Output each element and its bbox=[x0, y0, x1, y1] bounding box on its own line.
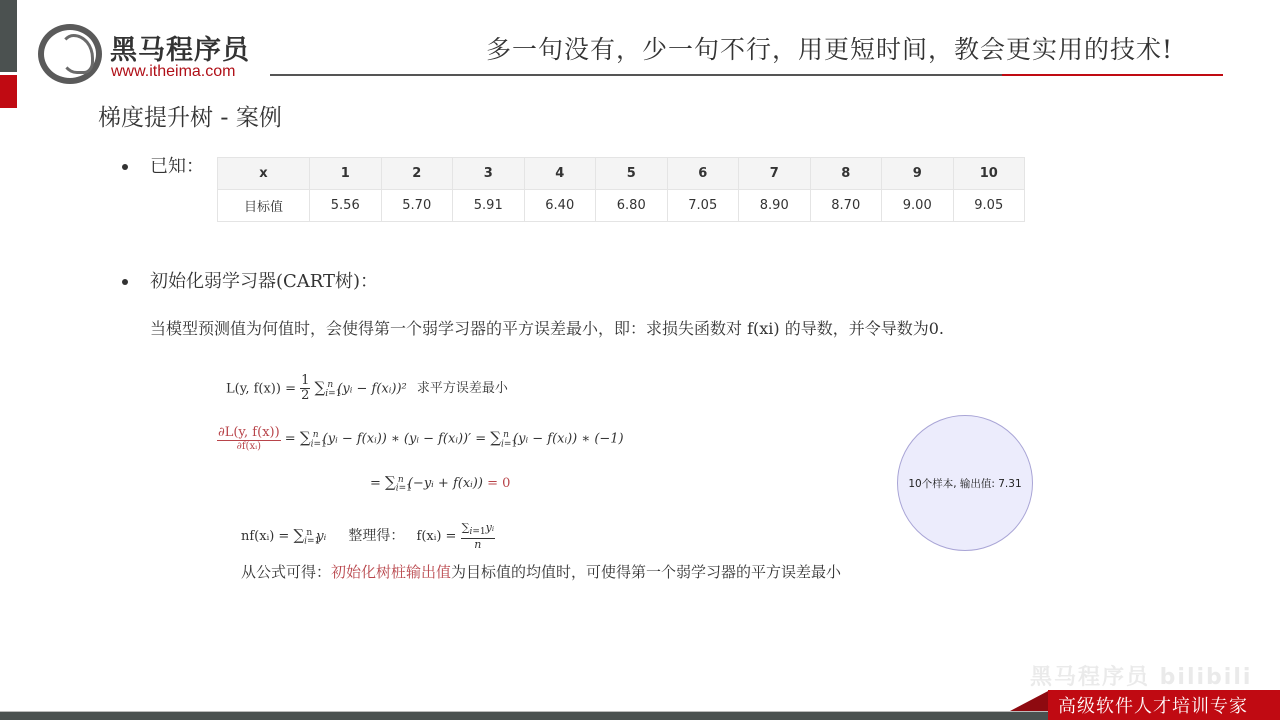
footer-red-triangle bbox=[1010, 690, 1050, 711]
table-cell: 9.05 bbox=[953, 190, 1025, 222]
mean-sum-body: yᵢ bbox=[316, 529, 327, 545]
table-cell: 8.90 bbox=[739, 190, 811, 222]
fraction-denominator-body: n bbox=[474, 538, 482, 552]
table-cell: 5.56 bbox=[310, 190, 382, 222]
table-cell: 7.05 bbox=[667, 190, 739, 222]
fraction-numerator-body: yᵢ bbox=[485, 521, 495, 534]
table-cell: 6.40 bbox=[524, 190, 596, 222]
fraction-numerator: ∂L(y, f(x)) bbox=[218, 425, 280, 440]
derivative-formula: $\frac{\partial L(y, f(x))}{\text{∂f(xᵢ)}}$ = $\sum_{i=1}^n$ (yᵢ − f(xᵢ)) ∗ (yᵢ − f(xᵢ))′ = $\sum_{i=1}^n$ (yᵢ − f(xᵢ)) ∗ (−1) bbox=[218, 425, 624, 453]
brand-logo bbox=[38, 22, 268, 84]
table-cell: 6.80 bbox=[596, 190, 668, 222]
table-cell: 1 bbox=[310, 158, 382, 190]
horse-logo-icon bbox=[38, 24, 102, 84]
table-cell: 8 bbox=[810, 158, 882, 190]
header-divider-gray bbox=[270, 74, 1002, 76]
slogan: 多一句没有，少一句不行，用更短时间，教会更实用的技术! bbox=[486, 35, 1174, 64]
table-cell: 9.00 bbox=[882, 190, 954, 222]
bullet-init bbox=[122, 267, 378, 293]
table-cell: 目标值 bbox=[218, 190, 310, 222]
video-watermark: 黑马程序员 bilibili bbox=[1030, 665, 1253, 690]
table-cell: 5.91 bbox=[453, 190, 525, 222]
loss-body: (yᵢ − f(xᵢ))² bbox=[337, 381, 407, 397]
left-accent-bar-gray bbox=[0, 0, 17, 72]
conclusion-prefix: 从公式可得： bbox=[241, 563, 332, 581]
node-label: 10个样本, 输出值: 7.31 bbox=[908, 477, 1022, 490]
derivative-rhs1: (yᵢ − f(xᵢ)) ∗ (yᵢ − f(xᵢ))′ bbox=[322, 431, 472, 447]
tree-stump-node bbox=[897, 415, 1033, 551]
sum-icon: ∑ bbox=[490, 428, 501, 447]
conclusion-suffix: 为目标值的均值时，可使得第一个弱学习器的平方误差最小 bbox=[451, 563, 842, 581]
bullet-dot-icon bbox=[122, 279, 128, 285]
mean-f-lhs: f(xᵢ) = bbox=[416, 529, 461, 545]
bullet-known-label: 已知： bbox=[150, 156, 204, 177]
fraction-numerator: $\sum_{i=1}yᵢ$ bbox=[461, 521, 495, 538]
fraction-denominator: ∂f(xᵢ) bbox=[236, 441, 261, 453]
slide-title: 梯度提升树 - 案例 bbox=[98, 105, 282, 131]
table-cell: x bbox=[218, 158, 310, 190]
bullet-init-label: 初始化弱学习器(CART树)： bbox=[150, 271, 379, 292]
left-accent-bar-red bbox=[0, 75, 17, 108]
half-fraction bbox=[300, 374, 310, 404]
header-divider-red bbox=[1002, 74, 1223, 76]
explanation-paragraph: 当模型预测值为何值时，会使得第一个弱学习器的平方误差最小，即：求损失函数对 f(xi) 的导数，并令导数为0. bbox=[150, 319, 944, 338]
bullet-dot-icon bbox=[122, 164, 128, 170]
sum-icon: ∑ bbox=[293, 526, 305, 545]
sum-icon: ∑ bbox=[299, 428, 311, 447]
mean-middle-text: 整理得： bbox=[348, 528, 405, 545]
table-cell: 7 bbox=[739, 158, 811, 190]
derivative-zero-formula: = $\sum_{i=1}^n$ (−yᵢ + f(xᵢ)) = 0 bbox=[370, 473, 511, 494]
table-cell: 3 bbox=[453, 158, 525, 190]
table-cell: 9 bbox=[882, 158, 954, 190]
loss-lhs: L(y, f(x)) = bbox=[226, 381, 301, 397]
derivative-rhs2: (yᵢ − f(xᵢ)) ∗ (−1) bbox=[513, 431, 624, 447]
derivative-fraction bbox=[217, 426, 281, 452]
table-cell: 4 bbox=[524, 158, 596, 190]
mean-fraction bbox=[461, 522, 495, 551]
zero-result: = 0 bbox=[487, 476, 511, 491]
bullet-known bbox=[122, 152, 204, 178]
table-cell: 8.70 bbox=[810, 190, 882, 222]
logo-name: 黑马程序员 bbox=[110, 35, 250, 66]
table-cell: 5 bbox=[596, 158, 668, 190]
table-row bbox=[218, 190, 1025, 222]
fraction-denominator: 2 bbox=[301, 388, 310, 404]
table-cell: 5.70 bbox=[381, 190, 453, 222]
logo-url: www.itheima.com bbox=[111, 63, 236, 80]
sum-icon: ∑ bbox=[385, 473, 396, 491]
mean-lhs: nf(xᵢ) = bbox=[241, 529, 294, 545]
conclusion-highlight: 初始化树桩输出值 bbox=[331, 563, 452, 581]
sum-icon: ∑ bbox=[314, 378, 326, 397]
table-header-row bbox=[218, 158, 1025, 190]
footer-tagline: 高级软件人才培训专家 bbox=[1058, 696, 1248, 717]
loss-formula: L(y, f(x)) = $\frac{1}{2}$ $\sum_{i=1}^n$ (yᵢ − f(xᵢ))² 求平方误差最小 bbox=[226, 373, 508, 404]
loss-note: 求平方误差最小 bbox=[416, 381, 508, 397]
table-cell: 6 bbox=[667, 158, 739, 190]
fraction-numerator: 1 bbox=[301, 373, 310, 388]
mean-formula: nf(xᵢ) = $\sum_{i=1}^n$ yᵢ 整理得： f(xᵢ) = $\frac{\sum_{i=1}yᵢ}{n}$ bbox=[241, 521, 495, 552]
sample-data-table bbox=[217, 157, 1025, 222]
conclusion-text bbox=[241, 561, 841, 582]
fraction-denominator bbox=[461, 539, 495, 551]
zero-body: (−yᵢ + f(xᵢ)) bbox=[407, 476, 483, 491]
table-cell: 10 bbox=[953, 158, 1025, 190]
table-cell: 2 bbox=[381, 158, 453, 190]
